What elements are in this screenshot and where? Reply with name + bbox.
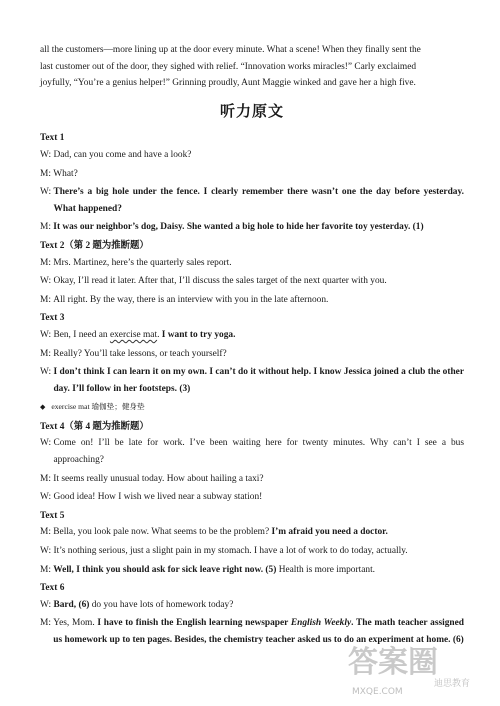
dialogue-text: Dad, can you come and have a look? [53,149,192,160]
dialogue-text: Good idea! How I wish we lived near a subway station! [53,492,263,503]
dialogue-line [40,562,464,579]
speaker-label: M: [40,222,54,233]
speaker-label: M: [40,168,54,179]
dialogue-text [53,597,464,614]
dialogue-text-key: Bard, (6) [53,599,90,610]
document-page [40,42,464,651]
dialogue-text: It seems really unusual today. How about hailing a taxi? [53,473,264,484]
dialogue-line [40,543,464,560]
speaker-label: M: [40,527,54,538]
dialogue-line [40,166,464,183]
dialogue-text-key [53,618,464,645]
speaker-label: W: [40,492,54,503]
dialogue-line [40,327,464,344]
dialogue-line [40,346,464,363]
text-5-block [40,508,464,578]
watermark-badge-text: 迪思教育 [434,679,471,689]
section-title: 听力原文 [219,103,284,120]
dialogue-text: What? [53,168,78,179]
speaker-label: W: [40,546,54,557]
dialogue-text: It’s nothing serious, just a slight pain in my stomach. I have a lot of work to do today, actually. [53,546,408,557]
dialogue-segment: . [157,329,162,340]
speaker-label: M: [40,348,54,359]
story-ending-paragraph [40,42,464,92]
dialogue-text-key: I’m afraid you need a doctor. [271,527,388,538]
dialogue-line [40,147,464,164]
text-3-heading: Text 3 [40,313,65,324]
speaker-label: M: [40,564,54,575]
dialogue-line [40,255,464,272]
dialogue-text-key: I want to try yoga. [161,329,236,340]
text-1-block [40,130,464,236]
dialogue-text: All right. By the way, there is an interview with you in the late afternoon. [53,294,329,305]
dialogue-line [40,435,464,468]
speaker-label: M: [40,257,54,268]
vocabulary-note-text: exercise mat 瑜伽垫；健身垫 [51,402,145,412]
text-4-heading: Text 4（第 4 题为推断题） [40,421,149,432]
text-2-heading: Text 2（第 2 题为推断题） [40,240,149,251]
speaker-label: W: [40,438,54,449]
intro-line-3: joyfully, “You’re a genius helper!” Grinning proudly, Aunt Maggie winked and gave her a high five. [40,78,416,89]
dialogue-text-key: There’s a big hole under the fence. I clearly remember there wasn’t one the day before yesterday. What happened? [53,187,464,214]
dialogue-text-key: I don’t think I can learn it on my own. I can’t do it without help. I know Jessica joined a club the other day. I’ll follow in her footsteps. (3) [53,367,464,394]
dialogue-segment: Health is more important. [276,564,376,575]
speaker-label: M: [40,473,54,484]
text-4-block [40,419,464,506]
speaker-label: W: [40,187,54,198]
dialogue-segment: Yes, Mom. [53,618,98,629]
dialogue-line [40,364,464,397]
dialogue-line [40,471,464,488]
vocabulary-note [40,399,464,416]
vocabulary-term: exercise mat [109,329,158,340]
dialogue-segment: do you have lots of homework today? [89,599,234,610]
speaker-label: W: [40,149,54,160]
intro-line-2: last customer out of the door, they sighed with relief. “Innovation works miracles!” Carly exclaimed [40,61,417,72]
dialogue-text-key: Well, I think you should ask for sick leave right now. (5) [53,564,277,575]
dialogue-text: Really? You’ll take lessons, or teach yourself? [53,348,227,359]
dialogue-text [53,327,464,344]
dialogue-text [53,524,464,541]
speaker-label: W: [40,599,54,610]
text-1-heading: Text 1 [40,133,65,144]
dialogue-line [40,184,464,217]
speaker-label: W: [40,276,54,287]
dialogue-line [40,292,464,309]
dialogue-line [40,219,464,236]
newspaper-title: English Weekly [290,618,352,629]
speaker-label: W: [40,329,54,340]
dialogue-line [40,597,464,614]
watermark-main-text: 答案圈 [348,645,438,680]
text-5-heading: Text 5 [40,510,65,521]
dialogue-text: Come on! I’ll be late for work. I’ve been waiting here for twenty minutes. Why can’t I see a bus approaching? [53,438,464,466]
intro-line-1: all the customers—more lining up at the door every minute. What a scene! When they finally sent the [40,45,421,55]
text-6-block [40,580,464,648]
dialogue-segment: Bella, you look pale now. What seems to be the problem? [53,527,272,538]
dialogue-line [40,524,464,541]
dialogue-segment: Ben, I need an [53,329,110,340]
dialogue-line [40,273,464,290]
speaker-label: M: [40,618,54,629]
dialogue-segment: . The math teacher assigned us homework up to ten pages. Besides, the chemistry teacher asked us to do an experiment at home. (6) [53,618,464,645]
dialogue-segment: I have to finish the English learning newspaper [97,618,291,629]
watermark-url-text: MXQE.COM [352,687,403,697]
text-2-block [40,238,464,308]
speaker-label: M: [40,294,54,305]
dialogue-text-key: It was our neighbor’s dog, Daisy. She wanted a big hole to hide her favorite toy yesterday. (1) [53,222,424,233]
dialogue-text: Okay, I’ll read it later. After that, I’ll discuss the sales target of the next quarter with you. [53,276,387,287]
dialogue-text [53,615,464,648]
text-3-block [40,310,464,416]
speaker-label: W: [40,367,54,378]
text-6-heading: Text 6 [40,583,65,594]
dialogue-line [40,489,464,506]
dialogue-text [53,562,464,579]
dialogue-line [40,615,464,648]
diamond-bullet-icon: ◆ [40,403,46,412]
dialogue-text: Mrs. Martinez, here’s the quarterly sales report. [53,257,232,268]
